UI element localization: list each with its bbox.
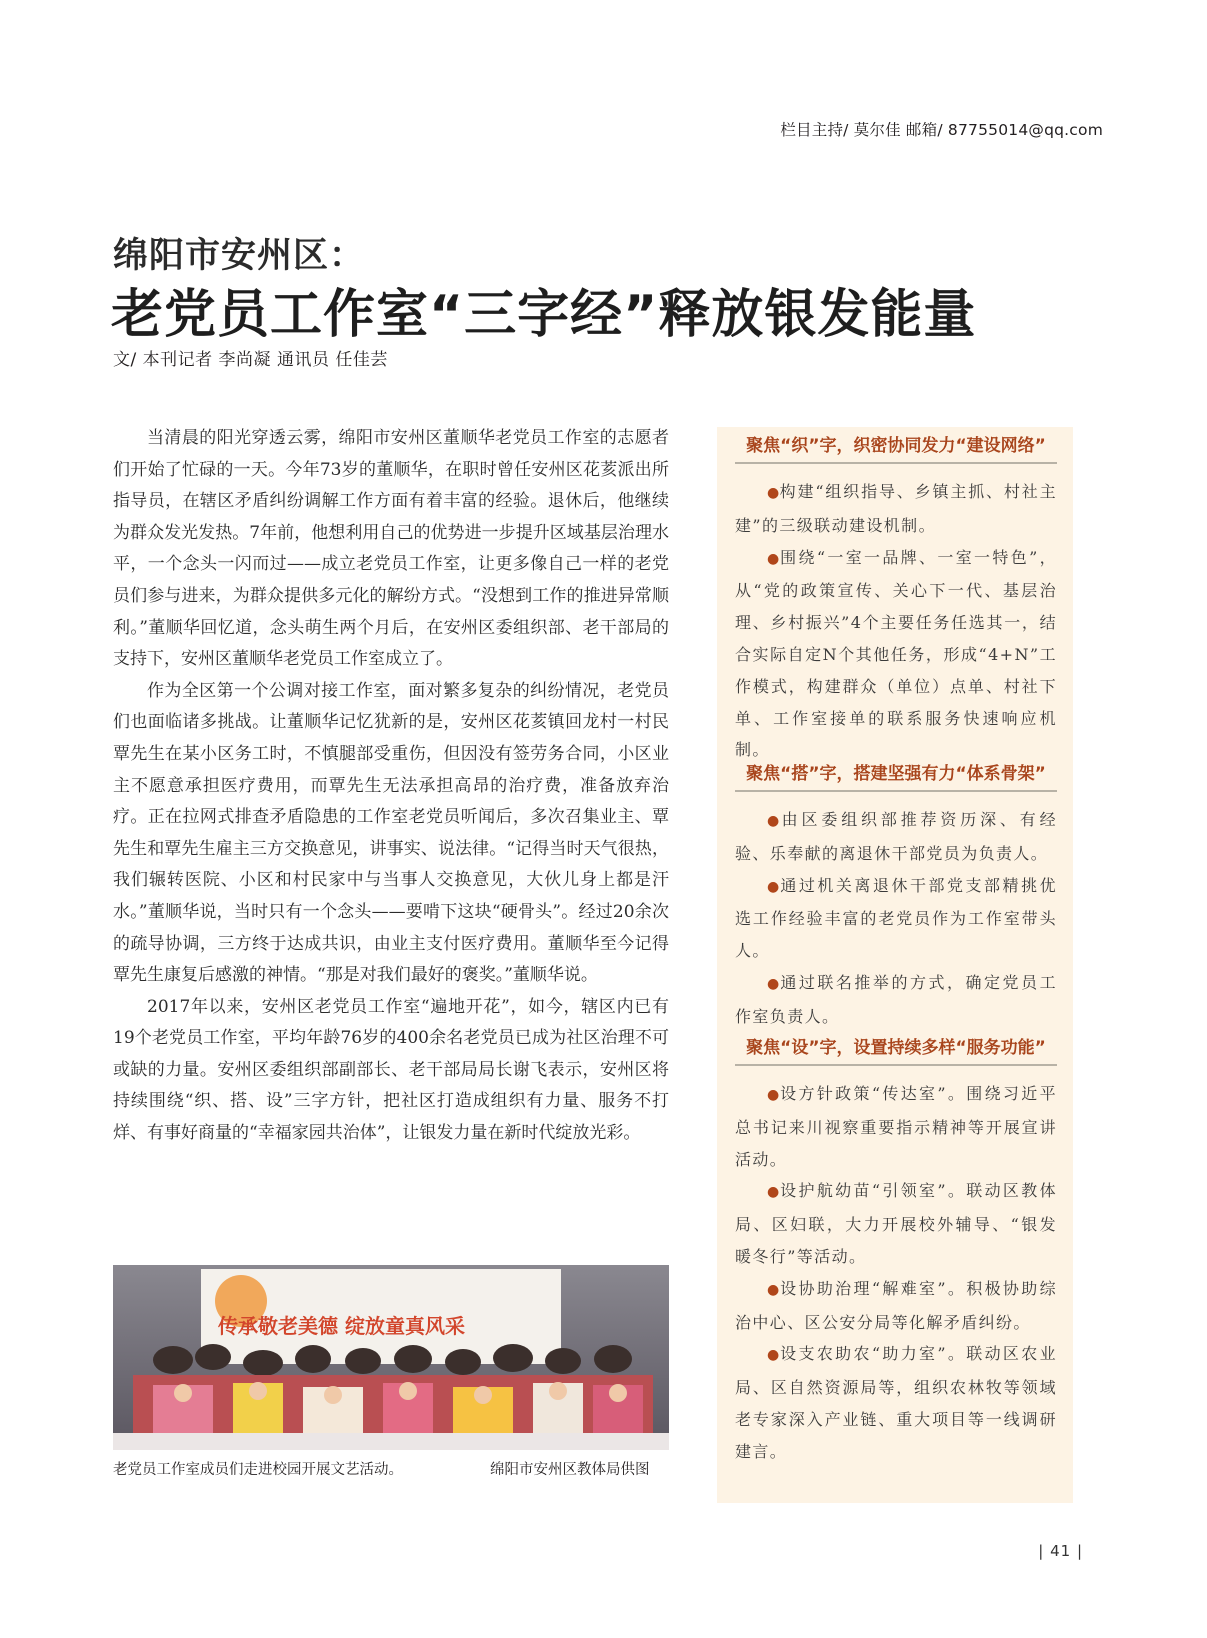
sidebar-section-heading: 聚焦“织”字，织密协同发力“建设网络” bbox=[735, 431, 1057, 464]
sidebar-section-zhi bbox=[735, 431, 1057, 766]
bullet-icon: ● bbox=[767, 975, 781, 992]
article-kicker: 绵阳市安州区： bbox=[113, 235, 366, 276]
sidebar-item: ●通过联名推举的方式，确定党员工作室负责人。 bbox=[735, 972, 1057, 1026]
sidebar-item: ●设护航幼苗“引领室”。联动区教体局、区妇联，大力开展校外辅导、“银发暖冬行”等活动。 bbox=[735, 1181, 1057, 1266]
sidebar-item: ●通过机关离退休干部党支部精挑优选工作经验丰富的老党员作为工作室带头人。 bbox=[735, 875, 1057, 961]
bullet-icon: ● bbox=[767, 485, 780, 501]
bullet-icon: ● bbox=[767, 550, 781, 567]
body-paragraph: 作为全区第一个公调对接工作室，面对繁多复杂的纠纷情况，老党员们也面临诸多挑战。让董顺华记忆犹新的是，安州区花荄镇回龙村一村民覃先生在某小区务工时，不慎腿部受重伤，但因没有签劳务合同，小区业主不愿意承担医疗费用，而覃先生无法承担高昂的治疗费，准备放弃治疗。正在拉网式排查矛盾隐患的工作室老党员听闻后，多次召集业主、覃先生和覃先生雇主三方交换意见，讲事实、说法律。“记得当时天气很热，我们辗转医院、小区和村民家中与当事人交换意见，大伙儿身上都是汗水。”董顺华说，当时只有一个念头——要啃下这块“硬骨头”。经过20余次的疏导协调，三方终于达成共识，由业主支付医疗费用。董顺华至今记得覃先生康复后感激的神情。“那是对我们最好的褒奖。”董顺华说。 bbox=[113, 680, 669, 986]
sidebar-section-she bbox=[735, 1033, 1057, 1468]
bullet-icon: ● bbox=[767, 1281, 781, 1298]
sidebar-item: ●围绕“一室一品牌、一室一特色”，从“党的政策宣传、关心下一代、基层治理、乡村振兴”4个主要任务任选其一，结合实际自定N个其他任务，形成“4+N”工作模式，构建群众（单位）点单、村社下单、工作室接单的联系服务快速响应机制。 bbox=[735, 547, 1057, 760]
article-title: 老党员工作室“三字经”释放银发能量 bbox=[111, 285, 977, 345]
photo-caption: 老党员工作室成员们走进校园开展文艺活动。 bbox=[113, 1462, 403, 1478]
article-byline: 文/ 本刊记者 李尚凝 通讯员 任佳芸 bbox=[113, 350, 388, 370]
bullet-icon: ● bbox=[767, 1184, 781, 1201]
sidebar-item: ●设方针政策“传达室”。围绕习近平总书记来川视察重要指示精神等开展宣讲活动。 bbox=[735, 1084, 1057, 1169]
bullet-icon: ● bbox=[767, 878, 781, 895]
article-photo bbox=[113, 1265, 669, 1450]
column-host: 栏目主持/ 莫尔佳 邮箱/ 87755014@qq.com bbox=[780, 121, 1103, 139]
sidebar-box bbox=[717, 427, 1073, 1503]
sidebar-item: ●由区委组织部推荐资历深、有经验、乐奉献的离退休干部党员为负责人。 bbox=[735, 810, 1058, 863]
photo-banner-text: 传承敬老美德 绽放童真风采 bbox=[218, 1314, 465, 1338]
sidebar-section-da bbox=[735, 759, 1057, 1033]
photo-credit: 绵阳市安州区教体局供图 bbox=[490, 1462, 650, 1478]
body-paragraph: 2017年以来，安州区老党员工作室“遍地开花”，如今，辖区内已有19个老党员工作室，平均年龄76岁的400余名老党员已成为社区治理不可或缺的力量。安州区委组织部副部长、老干部局局长谢飞表示，安州区将持续围绕“织、搭、设”三字方针，把社区打造成组织有力量、服务不打烊、有事好商量的“幸福家园共治体”，让银发力量在新时代绽放光彩。 bbox=[113, 996, 669, 1144]
sidebar-section-heading: 聚焦“搭”字，搭建坚强有力“体系骨架” bbox=[735, 759, 1057, 792]
body-paragraph: 当清晨的阳光穿透云雾，绵阳市安州区董顺华老党员工作室的志愿者们开始了忙碌的一天。今年73岁的董顺华，在职时曾任安州区花荄派出所指导员，在辖区矛盾纠纷调解工作方面有着丰富的经验。退休后，他继续为群众发光发热。7年前，他想利用自己的优势进一步提升区域基层治理水平，一个念头一闪而过——成立老党员工作室，让更多像自己一样的老党员们参与进来，为群众提供多元化的解纷方式。“没想到工作的推进异常顺利。”董顺华回忆道，念头萌生两个月后，在安州区委组织部、老干部局的支持下，安州区董顺华老党员工作室成立了。 bbox=[113, 428, 669, 670]
bullet-icon: ● bbox=[767, 1087, 781, 1103]
sidebar-item: ●设协助治理“解难室”。积极协助综治中心、区公安分局等化解矛盾纠纷。 bbox=[735, 1278, 1057, 1332]
sidebar-item: ●构建“组织指导、乡镇主抓、村社主建”的三级联动建设机制。 bbox=[735, 482, 1057, 535]
sidebar-section-heading: 聚焦“设”字，设置持续多样“服务功能” bbox=[735, 1033, 1057, 1066]
sidebar-item: ●设支农助农“助力室”。联动区农业局、区自然资源局等，组织农林牧等领域老专家深入产业链、重大项目等一线调研建言。 bbox=[735, 1344, 1057, 1461]
group-photo-image bbox=[113, 1265, 669, 1450]
bullet-icon: ● bbox=[767, 1347, 781, 1364]
article-body bbox=[113, 423, 669, 1150]
bullet-icon: ● bbox=[767, 813, 782, 829]
page-number: | 41 | bbox=[1038, 1542, 1083, 1560]
